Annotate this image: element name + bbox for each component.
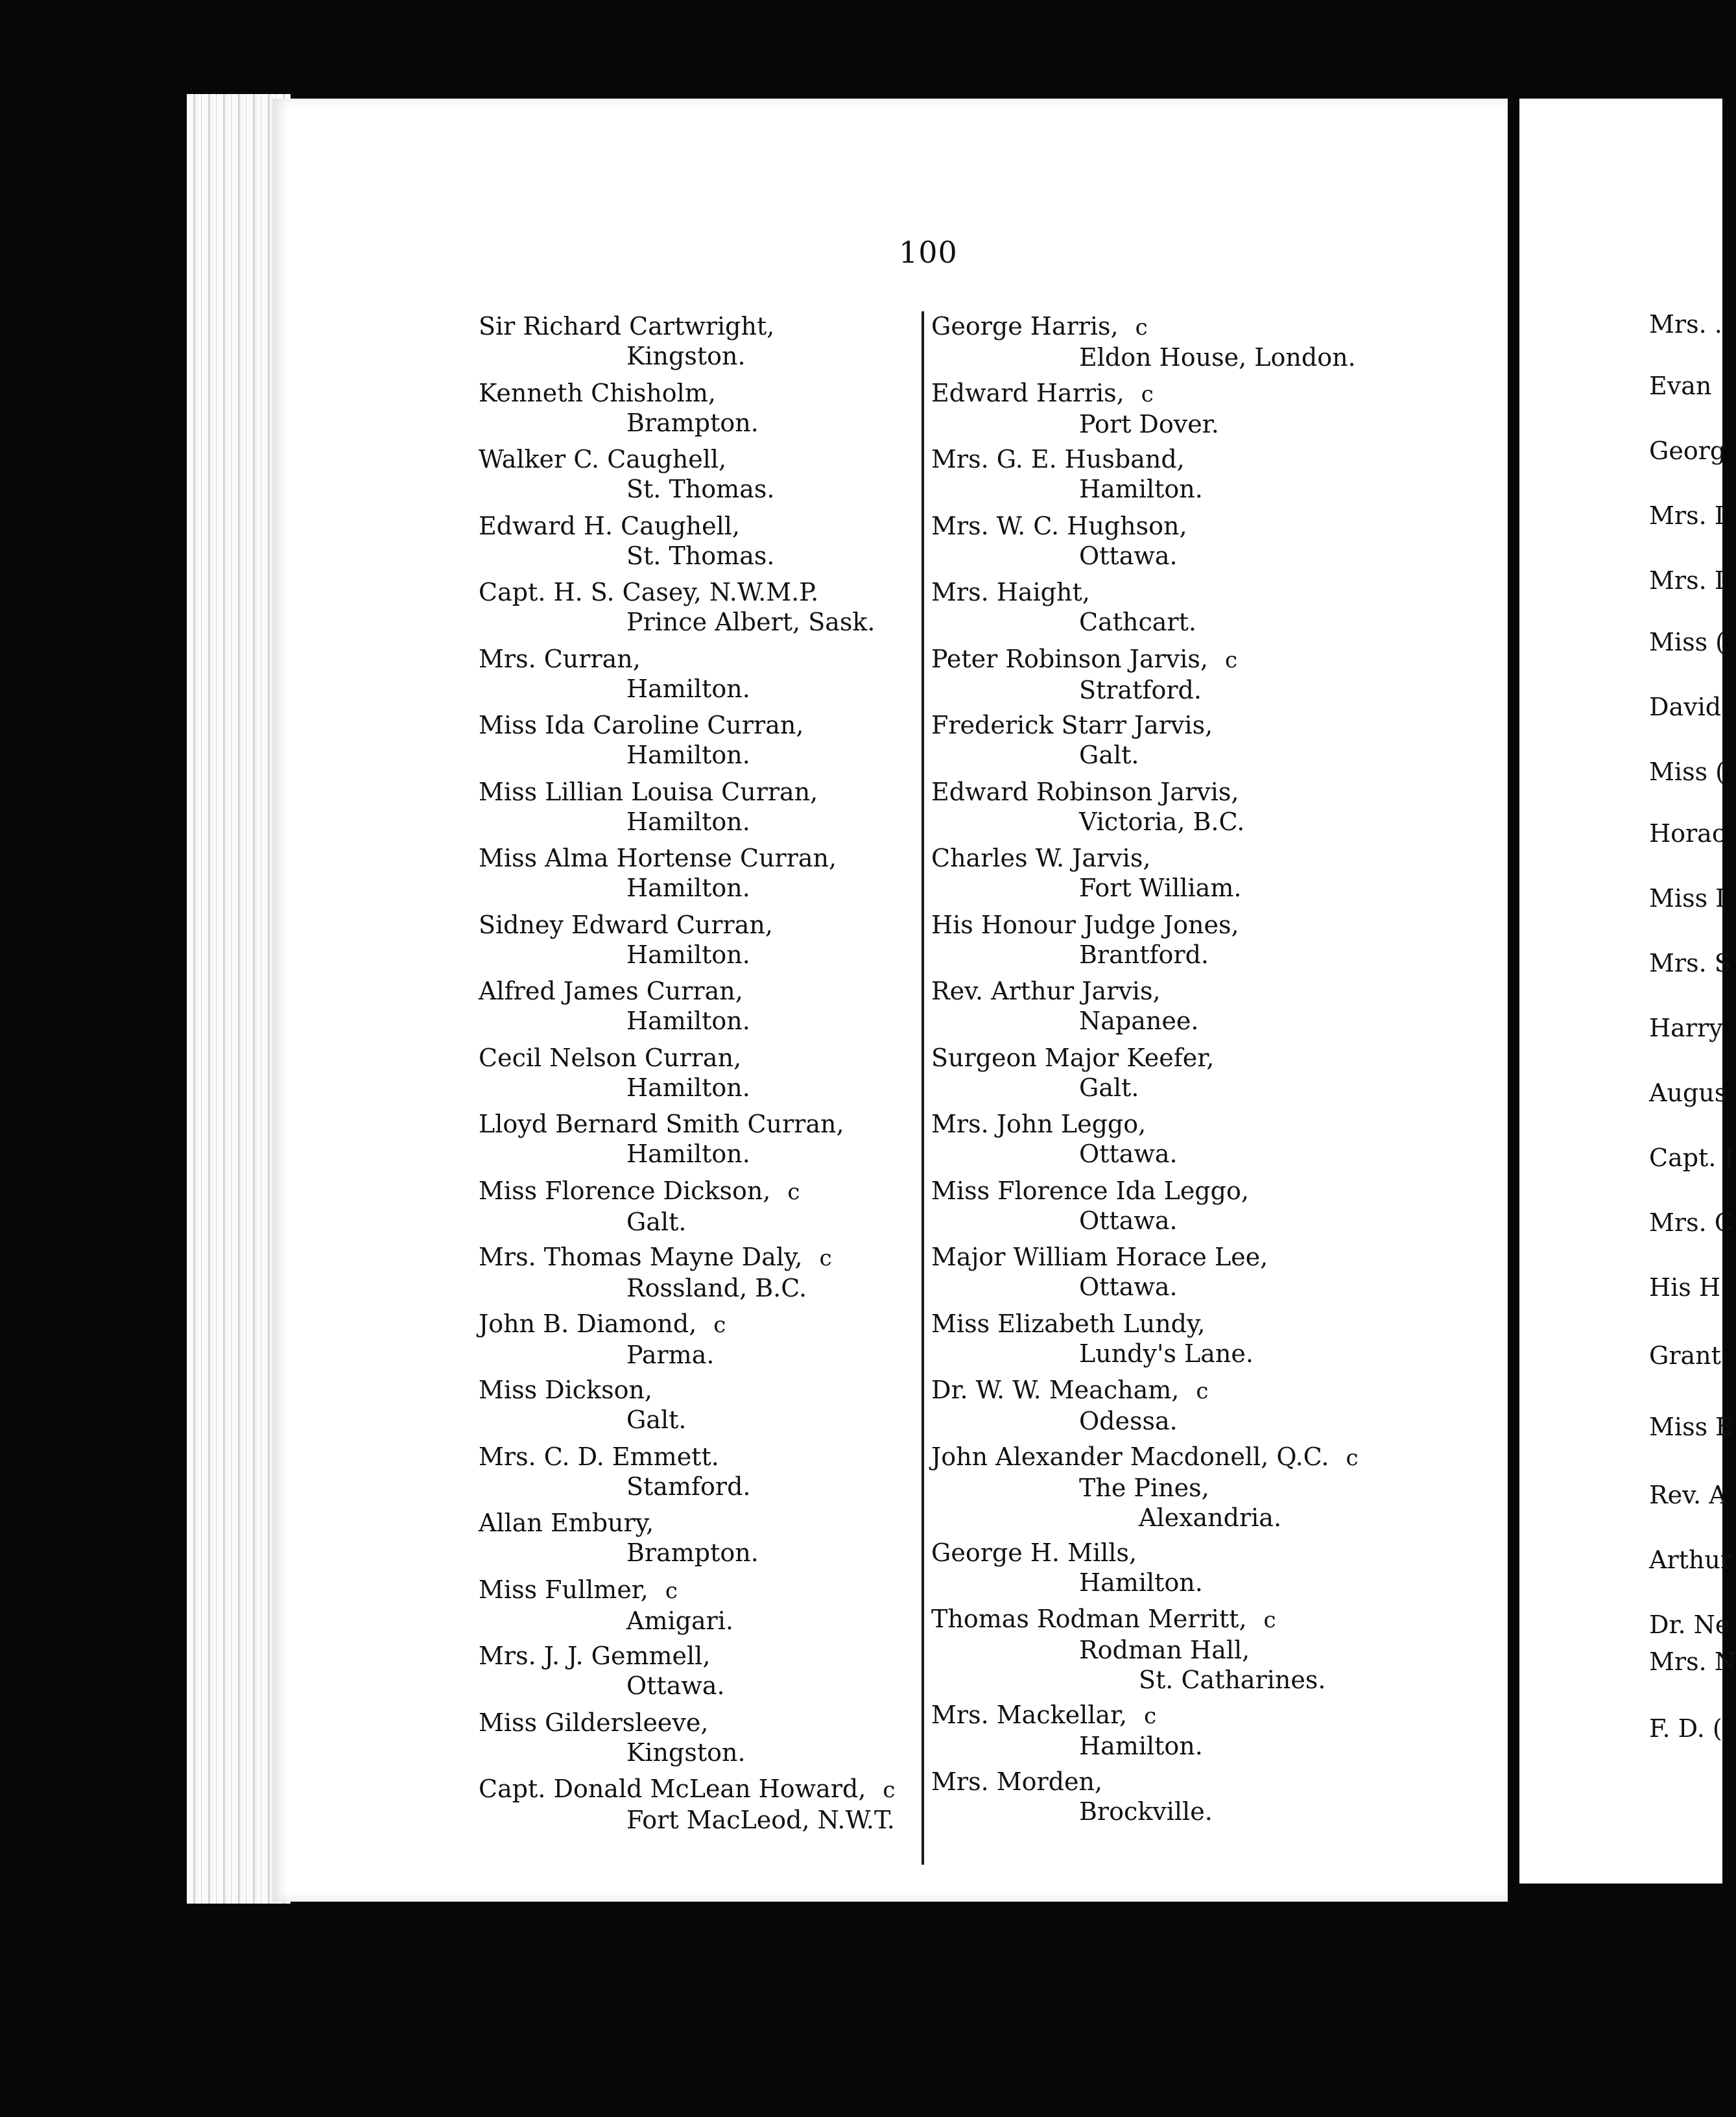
list-entry	[479, 1575, 933, 1642]
list-entry	[931, 444, 1385, 511]
left-column	[479, 311, 933, 1841]
entry-mark: c	[1224, 647, 1238, 673]
entry-name: Sidney Edward Curran,	[479, 910, 773, 939]
list-entry	[479, 1641, 933, 1708]
entry-name: Capt. Donald McLean Howard, c	[479, 1774, 933, 1805]
list-entry	[479, 1774, 933, 1841]
entry-location: Stamford.	[626, 1472, 751, 1501]
entry-location: Eldon House, London.	[1079, 343, 1356, 372]
entry-location: Ottawa.	[1079, 541, 1178, 570]
page-number: 100	[899, 235, 958, 270]
next-page-fragment: His H	[1649, 1273, 1721, 1302]
entry-location: Parma.	[626, 1340, 715, 1369]
next-page-fragment: Dr. Ne	[1649, 1610, 1730, 1639]
entry-name: Mrs. G. E. Husband,	[931, 445, 1185, 473]
entry-name: John Alexander Macdonell, Q.C. c	[931, 1442, 1385, 1473]
list-entry	[479, 843, 933, 910]
entry-name: Mrs. Haight,	[931, 578, 1090, 606]
list-entry	[931, 311, 1385, 378]
entry-name: Capt. H. S. Casey, N.W.M.P.	[479, 578, 819, 606]
entry-location: St. Thomas.	[626, 475, 775, 503]
entry-mark: c	[1263, 1607, 1276, 1633]
entry-name: John B. Diamond, c	[479, 1309, 933, 1340]
entry-location: Prince Albert, Sask.	[626, 608, 875, 636]
list-entry	[931, 577, 1385, 644]
next-page-fragment: Harry	[1649, 1014, 1723, 1042]
entry-name: Miss Fullmer, c	[479, 1575, 933, 1606]
next-page-fragment: Mrs. I	[1649, 566, 1724, 595]
entry-location: Lundy's Lane.	[1079, 1339, 1254, 1368]
entry-location: Hamilton.	[626, 807, 750, 836]
entry-mark: c	[1135, 315, 1148, 341]
list-entry	[931, 1442, 1385, 1538]
list-entry	[931, 1309, 1385, 1376]
entry-name: George Harris, c	[931, 311, 1385, 342]
list-entry	[931, 1767, 1385, 1834]
next-page-fragment: Miss I	[1649, 884, 1726, 913]
entry-location: Hamilton.	[1079, 1568, 1203, 1597]
list-entry	[931, 644, 1385, 711]
next-page-fragment: Miss E	[1649, 1413, 1733, 1441]
column-divider	[922, 311, 924, 1865]
entry-mark: c	[819, 1245, 832, 1271]
entry-location-line-2: Alexandria.	[1139, 1503, 1282, 1532]
entry-name: Thomas Rodman Merritt, c	[931, 1604, 1385, 1635]
list-entry	[931, 976, 1385, 1043]
next-page-fragment: David	[1649, 693, 1722, 721]
entry-name: Mrs. C. D. Emmett.	[479, 1442, 719, 1471]
list-entry	[479, 1708, 933, 1775]
entry-name: Cecil Nelson Curran,	[479, 1043, 742, 1072]
entry-location: Hamilton.	[626, 874, 750, 902]
entry-name: Mrs. Thomas Mayne Daly, c	[479, 1242, 933, 1273]
entry-name: His Honour Judge Jones,	[931, 910, 1239, 939]
entry-location: Hamilton.	[1079, 475, 1203, 503]
entry-location: Kingston.	[626, 1738, 746, 1767]
list-entry	[931, 777, 1385, 844]
entry-name: Miss Ida Caroline Curran,	[479, 711, 804, 739]
entry-name: Kenneth Chisholm,	[479, 378, 716, 407]
next-page-fragment: F. D. (	[1649, 1714, 1722, 1743]
list-entry	[931, 378, 1385, 445]
list-entry	[931, 1538, 1385, 1605]
entry-location: Galt.	[1079, 1073, 1139, 1102]
entry-name: Miss Lillian Louisa Curran,	[479, 777, 818, 806]
middle-column	[931, 311, 1385, 1833]
entry-location: Victoria, B.C.	[1079, 807, 1245, 836]
entry-name: Edward Harris, c	[931, 378, 1385, 409]
entry-name: Lloyd Bernard Smith Curran,	[479, 1110, 844, 1138]
list-entry	[931, 511, 1385, 578]
list-entry	[931, 843, 1385, 910]
list-entry	[479, 1442, 933, 1509]
entry-location-line-2: St. Catharines.	[1139, 1666, 1326, 1694]
next-page-fragment: Mrs. I	[1649, 501, 1724, 530]
list-entry	[479, 976, 933, 1043]
entry-name: Mrs. J. J. Gemmell,	[479, 1642, 711, 1670]
entry-name: Mrs. W. C. Hughson,	[931, 511, 1187, 540]
list-entry	[479, 777, 933, 844]
next-page-fragment: Mrs. .	[1649, 310, 1722, 339]
entry-mark: c	[883, 1777, 896, 1803]
list-entry	[479, 444, 933, 511]
entry-location: Ottawa.	[1079, 1140, 1178, 1168]
entry-name: Peter Robinson Jarvis, c	[931, 644, 1385, 675]
next-page-fragment: Horac	[1649, 819, 1726, 848]
list-entry	[479, 1508, 933, 1575]
next-page-fragment: Mrs. N	[1649, 1647, 1736, 1676]
entry-location: Brampton.	[626, 408, 759, 437]
entry-location: Hamilton.	[626, 1140, 750, 1168]
entry-location: Brampton.	[626, 1538, 759, 1567]
entry-name: George H. Mills,	[931, 1538, 1137, 1567]
next-page-fragment: Augus	[1649, 1079, 1728, 1107]
next-page-fragment: Rev. A	[1649, 1481, 1727, 1509]
entry-name: Charles W. Jarvis,	[931, 844, 1151, 872]
entry-location: Hamilton.	[626, 1007, 750, 1035]
entry-name: Major William Horace Lee,	[931, 1243, 1268, 1271]
entry-name: Dr. W. W. Meacham, c	[931, 1375, 1385, 1406]
entry-location: Odessa.	[1079, 1407, 1178, 1435]
entry-location: The Pines,	[1079, 1473, 1209, 1502]
entry-location: St. Thomas.	[626, 541, 775, 570]
entry-location: Napanee.	[1079, 1007, 1199, 1035]
entry-location: Hamilton.	[1079, 1732, 1203, 1760]
entry-location: Stratford.	[1079, 675, 1202, 704]
list-entry	[931, 1375, 1385, 1442]
entry-mark: c	[1346, 1444, 1359, 1471]
entry-location: Fort MacLeod, N.W.T.	[626, 1806, 895, 1834]
entry-name: Mrs. Mackellar, c	[931, 1700, 1385, 1731]
entry-location: Cathcart.	[1079, 608, 1196, 636]
list-entry	[479, 1176, 933, 1243]
list-entry	[931, 910, 1385, 977]
entry-name: Miss Dickson,	[479, 1376, 653, 1404]
entry-location: Ottawa.	[626, 1671, 725, 1700]
entry-name: Walker C. Caughell,	[479, 445, 727, 473]
entry-name: Miss Gildersleeve,	[479, 1708, 709, 1737]
entry-name: Frederick Starr Jarvis,	[931, 711, 1213, 739]
entry-name: Allan Embury,	[479, 1509, 654, 1537]
entry-name: Edward Robinson Jarvis,	[931, 777, 1239, 806]
list-entry	[479, 1375, 933, 1442]
entry-mark: c	[1196, 1378, 1209, 1404]
list-entry	[479, 644, 933, 711]
next-page-fragment: Capt. I	[1649, 1143, 1734, 1172]
entry-location: Galt.	[626, 1405, 687, 1434]
entry-mark: c	[1144, 1703, 1157, 1729]
entry-location: Hamilton.	[626, 674, 750, 703]
list-entry	[931, 710, 1385, 777]
next-page-fragment: Miss (	[1649, 628, 1725, 656]
entry-mark: c	[665, 1577, 678, 1604]
entry-name: Alfred James Curran,	[479, 977, 743, 1005]
list-entry	[931, 1043, 1385, 1110]
list-entry	[479, 910, 933, 977]
next-page-fragment: Evan	[1649, 372, 1712, 400]
entry-location: Hamilton.	[626, 741, 750, 769]
list-entry	[479, 378, 933, 445]
entry-name: Miss Alma Hortense Curran,	[479, 844, 837, 872]
entry-location: Rossland, B.C.	[626, 1274, 807, 1302]
entry-location: Galt.	[626, 1207, 687, 1236]
list-entry	[931, 1109, 1385, 1176]
next-page-fragment: Mrs. S	[1649, 949, 1731, 977]
entry-location: Galt.	[1079, 741, 1139, 769]
entry-location: Brockville.	[1079, 1797, 1213, 1826]
next-page-fragment: Georg	[1649, 437, 1726, 465]
list-entry	[479, 710, 933, 777]
entry-name: Mrs. John Leggo,	[931, 1110, 1147, 1138]
list-entry	[931, 1604, 1385, 1700]
entry-name: Rev. Arthur Jarvis,	[931, 977, 1161, 1005]
list-entry	[479, 1242, 933, 1309]
entry-location: Port Dover.	[1079, 409, 1219, 438]
entry-mark: c	[713, 1311, 726, 1338]
entry-location: Amigari.	[626, 1606, 734, 1635]
entry-name: Miss Elizabeth Lundy,	[931, 1309, 1206, 1338]
entry-name: Miss Florence Dickson, c	[479, 1176, 933, 1207]
list-entry	[931, 1700, 1385, 1767]
list-entry	[931, 1242, 1385, 1309]
entry-location: Ottawa.	[1079, 1206, 1178, 1235]
entry-location: Brantford.	[1079, 940, 1209, 969]
list-entry	[479, 577, 933, 644]
entry-name: Miss Florence Ida Leggo,	[931, 1176, 1249, 1205]
entry-name: Edward H. Caughell,	[479, 511, 740, 540]
entry-mark: c	[787, 1178, 800, 1205]
entry-name: Mrs. Morden,	[931, 1767, 1103, 1796]
list-entry	[931, 1176, 1385, 1243]
entry-name: Mrs. Curran,	[479, 644, 641, 673]
entry-mark: c	[1141, 381, 1154, 407]
entry-location: Fort William.	[1079, 874, 1242, 902]
entry-location: Hamilton.	[626, 940, 750, 969]
entry-name: Sir Richard Cartwright,	[479, 312, 775, 341]
list-entry	[479, 1109, 933, 1176]
next-page-fragment: Arthur	[1649, 1546, 1732, 1574]
list-entry	[479, 511, 933, 578]
next-page-fragment: Miss (	[1649, 758, 1725, 786]
entry-location: Hamilton.	[626, 1073, 750, 1102]
entry-location: Kingston.	[626, 342, 746, 370]
list-entry	[479, 1309, 933, 1376]
next-page-fragment: Grant	[1649, 1341, 1721, 1370]
next-page-edge	[1519, 99, 1736, 1884]
list-entry	[479, 311, 933, 378]
entry-location: Rodman Hall,	[1079, 1636, 1250, 1664]
next-page-fragment: Mrs. C	[1649, 1208, 1733, 1237]
entry-location: Ottawa.	[1079, 1273, 1178, 1301]
entry-name: Surgeon Major Keefer,	[931, 1043, 1215, 1072]
list-entry	[479, 1043, 933, 1110]
